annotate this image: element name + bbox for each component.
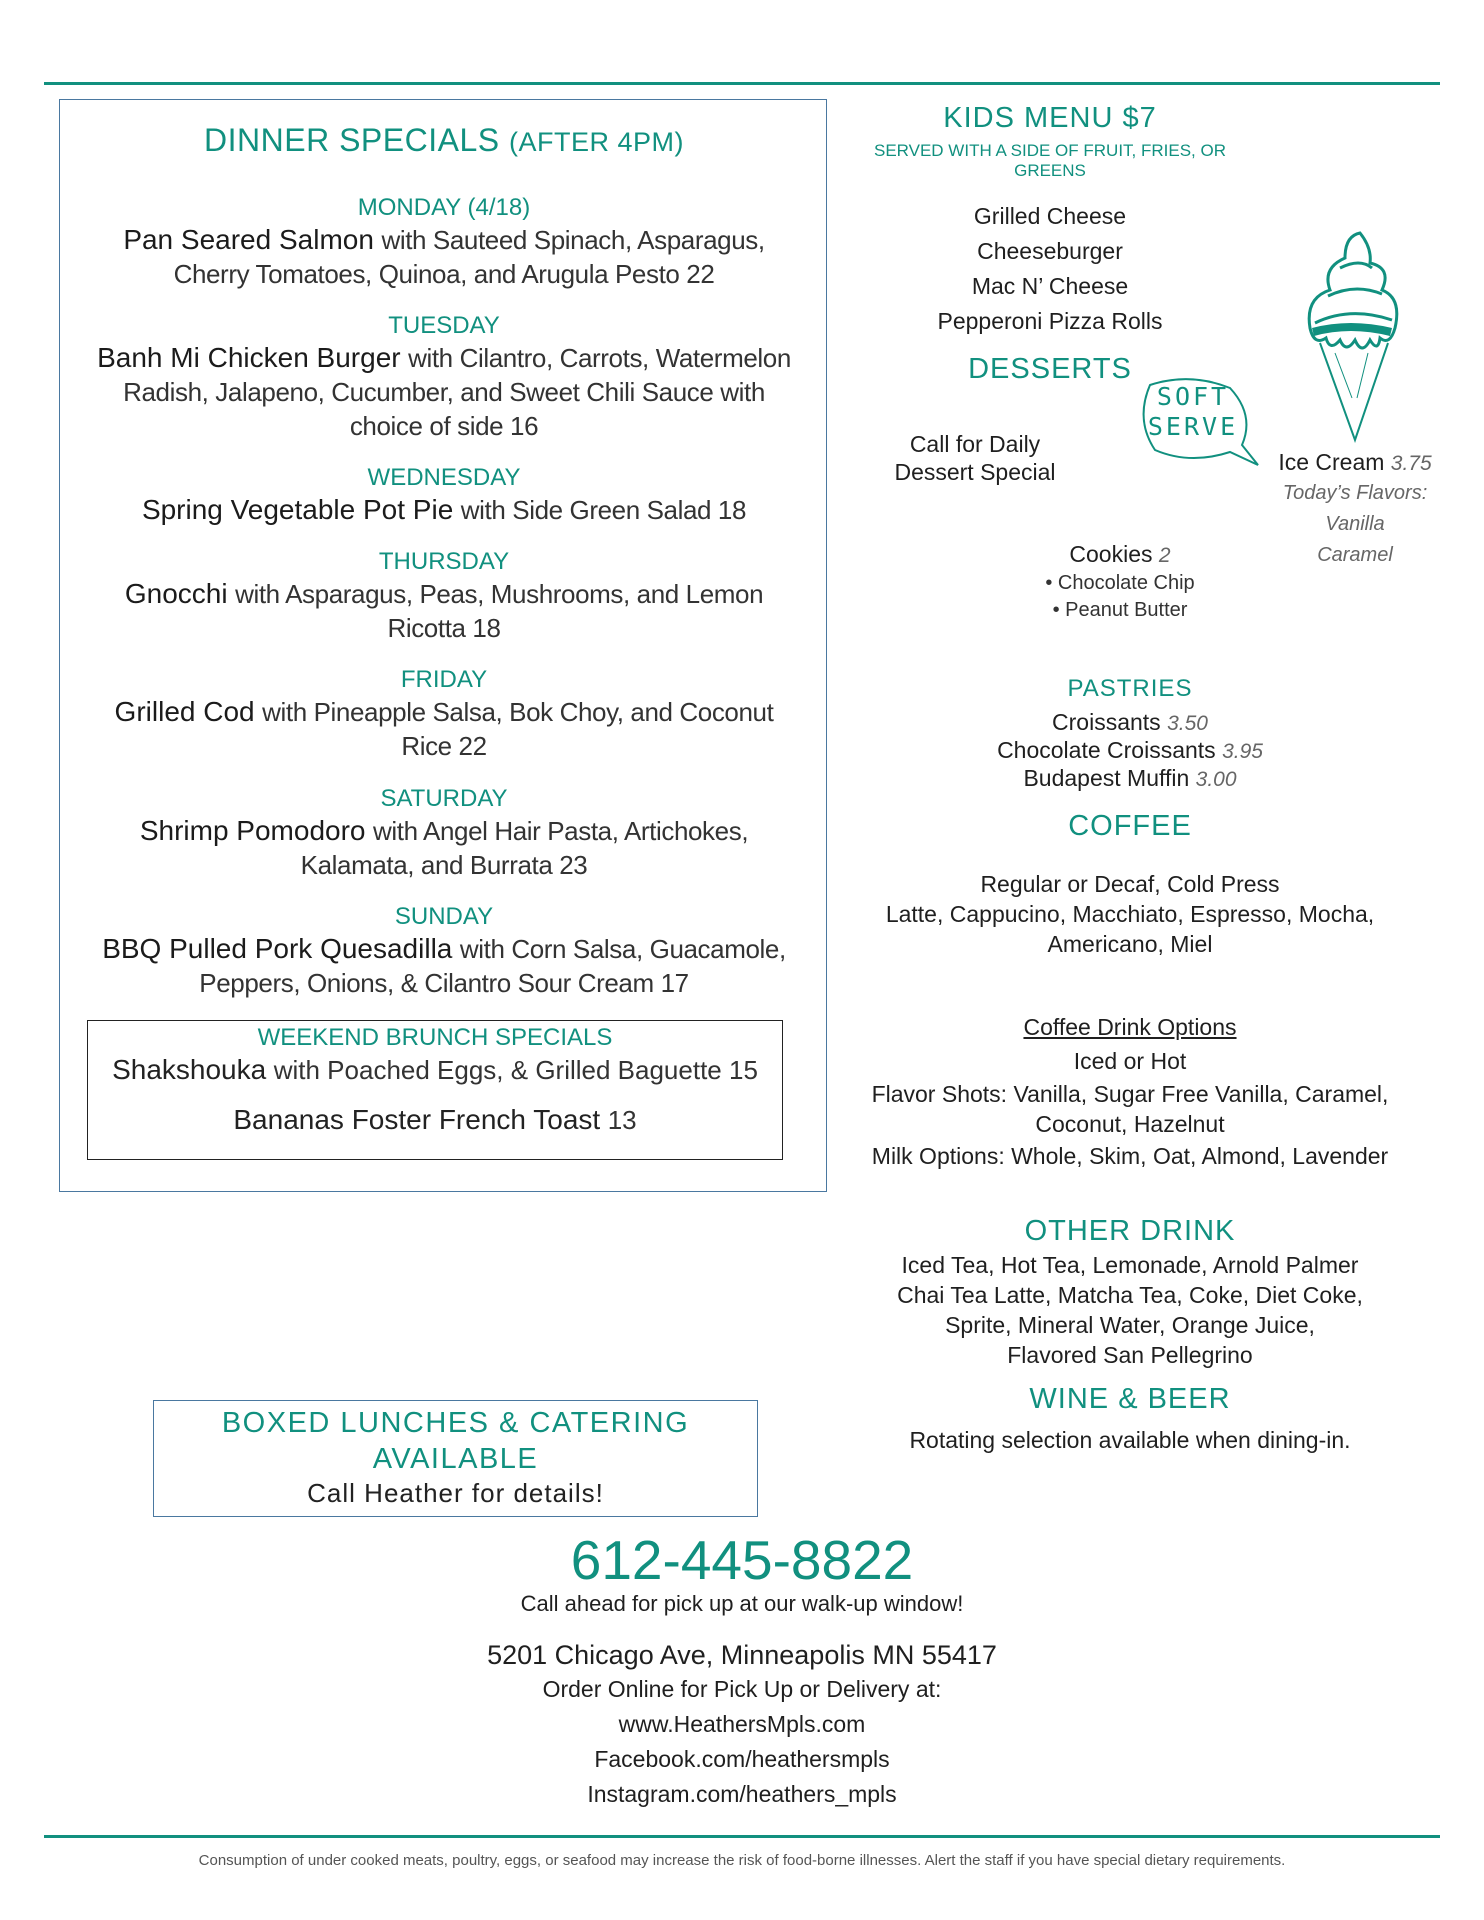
desserts-title: DESSERTS: [968, 353, 1132, 385]
website-link[interactable]: www.HeathersMpls.com: [618, 1711, 866, 1737]
bubble-line: SOFT: [1156, 382, 1230, 411]
day-label: TUESDAY: [388, 312, 500, 339]
pastries-title: PASTRIES: [1067, 675, 1193, 702]
brunch-title: WEEKEND BRUNCH SPECIALS: [257, 1024, 613, 1051]
ice-cream: [1260, 448, 1450, 571]
pickup-note: Call ahead for pick up at our walk-up window!: [520, 1591, 964, 1616]
dinner-specials-title: [60, 122, 828, 159]
dish-name: Banh Mi Chicken Burger: [97, 342, 401, 373]
cookie-type: • Chocolate Chip: [1045, 572, 1195, 594]
pastry-name: Croissants: [1052, 709, 1161, 735]
dish-description: with Pineapple Salsa, Bok Choy, and Coconut Rice 22: [262, 697, 774, 761]
dish-description: with Corn Salsa, Guacamole, Peppers, Onions, & Cilantro Sour Cream 17: [199, 934, 786, 998]
dinner-specials-box: [59, 99, 827, 1192]
day-tuesday: [60, 311, 828, 443]
pastries: [930, 675, 1330, 793]
dish-description: with Poached Eggs, & Grilled Baguette 15: [273, 1055, 758, 1085]
wine-beer-text: Rotating selection available when dining-in.: [909, 1427, 1351, 1453]
daily-dessert-special: [865, 430, 1085, 486]
day-label: MONDAY (4/18): [357, 194, 531, 221]
dish-name: Shakshouka: [112, 1054, 267, 1085]
coffee-line: Latte, Cappucino, Macchiato, Espresso, Mocha,: [885, 901, 1375, 927]
wine-beer: [840, 1383, 1420, 1454]
day-thursday: [60, 547, 828, 645]
boxed-line: AVAILABLE: [372, 1443, 539, 1475]
day-monday: [60, 193, 828, 291]
ice-cream-cone-icon: [1300, 228, 1405, 443]
coffee-options-title: Coffee Drink Options: [1023, 1014, 1237, 1040]
cookies-label: Cookies: [1069, 541, 1153, 567]
food-safety-disclaimer: Consumption of under cooked meats, poultry, eggs, or seafood may increase the risk of food-borne illnesses. Alert the staff if you have special dietary requirements.: [198, 1852, 1286, 1869]
cookies: [1010, 540, 1230, 624]
soft-serve-label: [1138, 382, 1248, 442]
order-online-note: Order Online for Pick Up or Delivery at:: [542, 1676, 942, 1702]
dish-name: Grilled Cod: [114, 696, 255, 727]
day-friday: [60, 665, 828, 763]
flavor-item: Caramel: [1317, 544, 1393, 566]
other-drink-line: Iced Tea, Hot Tea, Lemonade, Arnold Palmer: [901, 1252, 1359, 1278]
day-label: THURSDAY: [378, 548, 510, 575]
coffee-line: Americano, Miel: [1047, 931, 1213, 957]
day-sunday: [60, 902, 828, 1000]
coffee-option: Flavor Shots: Vanilla, Sugar Free Vanilla, Caramel,: [871, 1081, 1389, 1107]
flavors-label: Today’s Flavors:: [1282, 482, 1428, 504]
kids-item: Cheeseburger: [977, 238, 1123, 264]
dish-description: with Side Green Salad 18: [460, 495, 747, 525]
day-label: SATURDAY: [380, 785, 508, 812]
dish-description: with Cilantro, Carrots, Watermelon Radish, Jalapeno, Cucumber, and Sweet Chili Sauce with choice of side 16: [123, 343, 791, 441]
day-label: FRIDAY: [400, 666, 488, 693]
brunch-item: [88, 1053, 782, 1087]
coffee-option: Milk Options: Whole, Skim, Oat, Almond, Lavender: [871, 1143, 1389, 1169]
pastry-price: 3.50: [1167, 712, 1208, 735]
dish-description: 13: [607, 1105, 637, 1135]
day-wednesday: [60, 463, 828, 527]
dinner-title-main: DINNER SPECIALS: [204, 122, 500, 158]
coffee-option: Coconut, Hazelnut: [1035, 1111, 1225, 1137]
kids-menu-subtitle: SERVED WITH A SIDE OF FRUIT, FRIES, OR GREENS: [873, 141, 1226, 180]
cookies-price: 2: [1158, 544, 1171, 567]
bottom-rule: [44, 1835, 1440, 1838]
dish-name: Spring Vegetable Pot Pie: [141, 494, 454, 525]
day-label: WEDNESDAY: [367, 464, 521, 491]
address: 5201 Chicago Ave, Minneapolis MN 55417: [487, 1640, 997, 1670]
kids-item: Pepperoni Pizza Rolls: [937, 308, 1163, 334]
pastry-name: Chocolate Croissants: [997, 737, 1216, 763]
coffee-line: Regular or Decaf, Cold Press: [980, 871, 1280, 897]
dessert-special-line: Call for Daily: [909, 431, 1041, 457]
dessert-special-line: Dessert Special: [894, 459, 1056, 485]
boxed-lunches-box: [153, 1400, 758, 1517]
kids-menu: [840, 102, 1260, 339]
coffee-title: COFFEE: [1068, 810, 1192, 842]
other-drink-title: OTHER DRINK: [1024, 1215, 1236, 1247]
coffee: [840, 810, 1420, 959]
wine-beer-title: WINE & BEER: [1029, 1383, 1231, 1415]
instagram-link[interactable]: Instagram.com/heathers_mpls: [587, 1781, 897, 1807]
bubble-line: SERVE: [1147, 412, 1239, 441]
flavor-item: Vanilla: [1325, 513, 1385, 535]
other-drink-line: Chai Tea Latte, Matcha Tea, Coke, Diet Coke,: [897, 1282, 1363, 1308]
other-drink-line: Flavored San Pellegrino: [1007, 1342, 1253, 1368]
ice-cream-label: Ice Cream: [1278, 449, 1385, 475]
pastry-name: Budapest Muffin: [1023, 765, 1190, 791]
boxed-line: Call Heather for details!: [307, 1478, 604, 1508]
brunch-item: [88, 1103, 782, 1137]
contact-info: [392, 1530, 1092, 1812]
pastry-price: 3.00: [1195, 768, 1237, 791]
dish-description: with Angel Hair Pasta, Artichokes, Kalamata, and Burrata 23: [300, 816, 749, 880]
coffee-option: Iced or Hot: [1073, 1048, 1187, 1074]
dish-name: Pan Seared Salmon: [123, 224, 374, 255]
dish-name: BBQ Pulled Pork Quesadilla: [102, 933, 453, 964]
facebook-link[interactable]: Facebook.com/heathersmpls: [594, 1746, 890, 1772]
coffee-drink-options: [830, 1010, 1430, 1174]
phone-number[interactable]: 612-445-8822: [570, 1529, 914, 1591]
day-label: SUNDAY: [394, 903, 494, 930]
cookie-type: • Peanut Butter: [1052, 599, 1188, 621]
boxed-line: BOXED LUNCHES & CATERING: [221, 1407, 690, 1439]
dish-name: Bananas Foster French Toast: [233, 1104, 601, 1135]
other-drink: [840, 1215, 1420, 1370]
dish-name: Gnocchi: [124, 578, 228, 609]
other-drink-line: Sprite, Mineral Water, Orange Juice,: [945, 1312, 1315, 1338]
pastry-price: 3.95: [1222, 740, 1263, 763]
ice-cream-price: 3.75: [1390, 452, 1432, 475]
dish-description: with Asparagus, Peas, Mushrooms, and Lemon Ricotta 18: [235, 579, 764, 643]
dish-description: with Sauteed Spinach, Asparagus, Cherry Tomatoes, Quinoa, and Arugula Pesto 22: [173, 225, 765, 289]
top-rule: [44, 82, 1440, 85]
kids-item: Grilled Cheese: [973, 203, 1127, 229]
dish-name: Shrimp Pomodoro: [139, 815, 366, 846]
day-saturday: [60, 784, 828, 882]
kids-menu-title: KIDS MENU $7: [943, 102, 1157, 134]
dinner-title-sub: (AFTER 4PM): [508, 127, 684, 157]
kids-item: Mac N’ Cheese: [971, 273, 1129, 299]
weekend-brunch-box: [87, 1020, 783, 1160]
